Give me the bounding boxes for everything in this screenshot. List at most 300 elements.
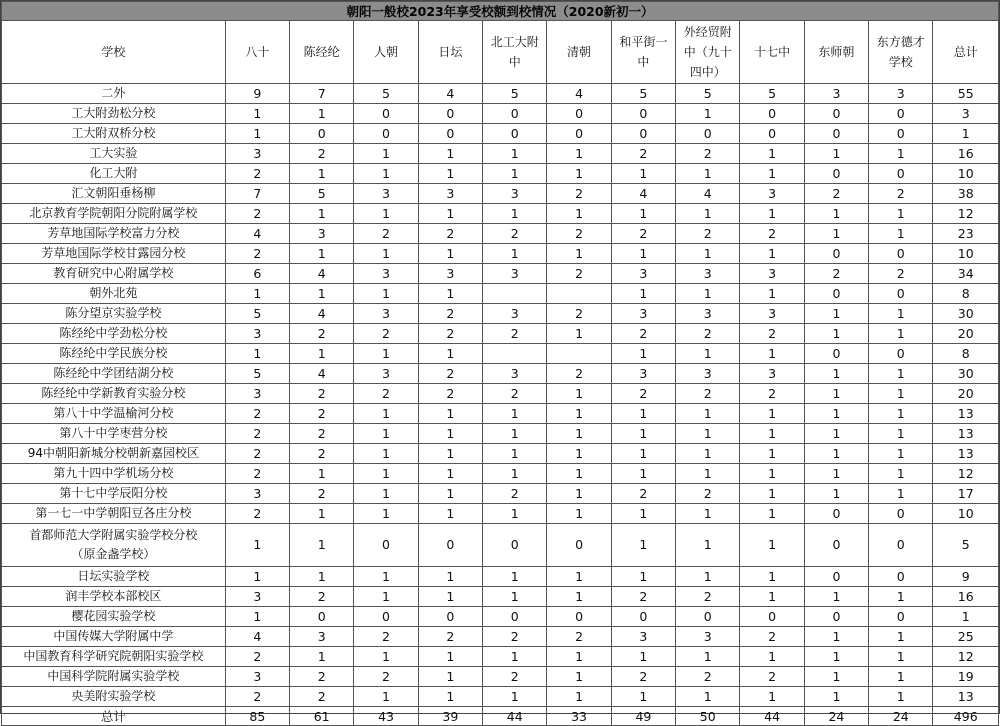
quota-cell: 1	[611, 567, 675, 587]
quota-cell: 5	[483, 84, 547, 104]
quota-cell: 2	[483, 627, 547, 647]
row-total-cell: 12	[933, 204, 999, 224]
quota-cell: 1	[290, 464, 354, 484]
quota-cell: 1	[804, 304, 868, 324]
quota-table	[1, 1, 999, 726]
column-total-cell: 44	[740, 707, 804, 726]
row-total-cell: 10	[933, 504, 999, 524]
quota-cell: 1	[547, 647, 611, 667]
quota-cell: 1	[290, 344, 354, 364]
quota-cell: 1	[804, 404, 868, 424]
quota-cell: 3	[740, 184, 804, 204]
quota-cell: 1	[354, 204, 418, 224]
school-name-cell: 工大实验	[2, 144, 226, 164]
quota-cell: 1	[547, 667, 611, 687]
school-name-cell: 第九十四中学机场分校	[2, 464, 226, 484]
quota-cell: 1	[547, 404, 611, 424]
quota-cell: 2	[225, 647, 289, 667]
quota-cell: 1	[869, 587, 933, 607]
school-name-cell: 汇文朝阳垂杨柳	[2, 184, 226, 204]
quota-cell: 1	[740, 204, 804, 224]
quota-cell: 1	[418, 484, 482, 504]
row-total-cell: 34	[933, 264, 999, 284]
column-header: 总计	[933, 21, 999, 84]
quota-cell: 1	[804, 324, 868, 344]
quota-cell: 1	[354, 424, 418, 444]
quota-cell: 0	[869, 567, 933, 587]
quota-cell: 2	[290, 587, 354, 607]
table-row	[2, 464, 999, 484]
row-total-cell: 10	[933, 244, 999, 264]
quota-cell: 2	[354, 627, 418, 647]
quota-cell: 1	[676, 647, 740, 667]
quota-cell: 1	[547, 384, 611, 404]
school-name-cell: 94中朝阳新城分校朝新嘉园校区	[2, 444, 226, 464]
quota-cell: 1	[418, 204, 482, 224]
quota-cell: 2	[547, 627, 611, 647]
column-header: 人朝	[354, 21, 418, 84]
column-total-cell: 61	[290, 707, 354, 726]
quota-cell: 3	[225, 324, 289, 344]
quota-cell: 2	[290, 484, 354, 504]
quota-cell: 3	[869, 84, 933, 104]
quota-cell: 1	[804, 464, 868, 484]
table-row	[2, 667, 999, 687]
row-total-cell: 17	[933, 484, 999, 504]
quota-cell	[483, 284, 547, 304]
column-header: 外经贸附 中（九十 四中）	[676, 21, 740, 84]
quota-cell: 2	[804, 264, 868, 284]
quota-cell: 1	[225, 524, 289, 567]
quota-cell: 1	[740, 464, 804, 484]
quota-cell: 1	[869, 204, 933, 224]
school-name-cell: 樱花园实验学校	[2, 607, 226, 627]
quota-cell: 1	[869, 404, 933, 424]
quota-cell: 6	[225, 264, 289, 284]
quota-cell: 1	[740, 144, 804, 164]
quota-cell: 2	[483, 324, 547, 344]
quota-cell: 1	[804, 484, 868, 504]
quota-cell: 3	[740, 304, 804, 324]
quota-cell: 1	[611, 404, 675, 424]
quota-cell: 5	[354, 84, 418, 104]
quota-cell: 1	[740, 164, 804, 184]
quota-cell: 0	[418, 524, 482, 567]
quota-cell: 1	[547, 504, 611, 524]
table-row	[2, 687, 999, 707]
row-total-cell: 8	[933, 344, 999, 364]
quota-cell: 1	[483, 444, 547, 464]
quota-cell: 1	[804, 364, 868, 384]
quota-cell: 0	[676, 124, 740, 144]
quota-cell: 0	[483, 524, 547, 567]
column-total-cell: 50	[676, 707, 740, 726]
quota-cell: 1	[676, 344, 740, 364]
quota-cell: 0	[804, 607, 868, 627]
quota-cell: 0	[869, 524, 933, 567]
quota-cell: 3	[804, 84, 868, 104]
quota-cell: 2	[225, 504, 289, 524]
table-row	[2, 364, 999, 384]
quota-cell: 3	[290, 224, 354, 244]
quota-cell: 1	[418, 464, 482, 484]
column-header: 十七中	[740, 21, 804, 84]
quota-cell: 0	[611, 607, 675, 627]
quota-cell: 0	[547, 104, 611, 124]
quota-cell: 1	[676, 164, 740, 184]
quota-cell: 0	[676, 607, 740, 627]
school-name-cell: 第八十中学温榆河分校	[2, 404, 226, 424]
quota-cell: 2	[869, 184, 933, 204]
row-total-cell: 19	[933, 667, 999, 687]
quota-cell: 0	[611, 124, 675, 144]
table-row	[2, 504, 999, 524]
quota-cell: 2	[225, 424, 289, 444]
row-total-cell: 23	[933, 224, 999, 244]
table-row	[2, 444, 999, 464]
quota-cell: 1	[740, 484, 804, 504]
quota-cell: 1	[547, 204, 611, 224]
quota-cell: 1	[547, 244, 611, 264]
quota-cell: 1	[676, 104, 740, 124]
quota-cell: 0	[804, 524, 868, 567]
title-row	[2, 2, 999, 21]
quota-cell: 1	[354, 404, 418, 424]
quota-cell: 5	[676, 84, 740, 104]
quota-cell: 1	[225, 607, 289, 627]
quota-cell: 1	[740, 244, 804, 264]
row-total-cell: 1	[933, 607, 999, 627]
school-name-cell: 陈分望京实验学校	[2, 304, 226, 324]
quota-cell: 0	[354, 124, 418, 144]
quota-cell: 2	[225, 687, 289, 707]
quota-cell: 1	[804, 687, 868, 707]
quota-cell: 1	[290, 104, 354, 124]
row-total-cell: 38	[933, 184, 999, 204]
quota-cell: 0	[804, 124, 868, 144]
quota-cell: 2	[290, 384, 354, 404]
quota-cell: 1	[676, 504, 740, 524]
quota-cell: 2	[418, 364, 482, 384]
school-name-cell: 首都师范大学附属实验学校分校 （原金盏学校）	[2, 524, 226, 567]
quota-cell: 1	[676, 464, 740, 484]
column-header: 日坛	[418, 21, 482, 84]
quota-cell: 2	[483, 484, 547, 504]
table-row	[2, 567, 999, 587]
table-row	[2, 304, 999, 324]
quota-cell: 1	[418, 687, 482, 707]
quota-cell: 1	[869, 647, 933, 667]
quota-cell: 1	[225, 124, 289, 144]
column-total-cell: 85	[225, 707, 289, 726]
quota-cell: 2	[547, 264, 611, 284]
column-header: 和平街一 中	[611, 21, 675, 84]
table-row	[2, 224, 999, 244]
quota-cell: 2	[290, 404, 354, 424]
quota-cell: 0	[354, 104, 418, 124]
quota-cell: 0	[290, 124, 354, 144]
quota-cell: 1	[225, 344, 289, 364]
quota-cell: 1	[740, 567, 804, 587]
quota-cell: 1	[611, 464, 675, 484]
quota-cell: 0	[418, 124, 482, 144]
quota-cell: 2	[611, 224, 675, 244]
school-name-cell: 工大附双桥分校	[2, 124, 226, 144]
total-row	[2, 707, 999, 726]
quota-cell: 1	[740, 444, 804, 464]
quota-cell: 0	[869, 344, 933, 364]
quota-cell: 2	[740, 384, 804, 404]
quota-cell: 2	[418, 324, 482, 344]
quota-cell: 2	[225, 404, 289, 424]
school-name-cell: 化工大附	[2, 164, 226, 184]
quota-cell: 1	[483, 647, 547, 667]
quota-cell: 1	[611, 687, 675, 707]
column-header: 陈经纶	[290, 21, 354, 84]
quota-cell: 1	[547, 484, 611, 504]
school-name-cell: 中国科学院附属实验学校	[2, 667, 226, 687]
table-row	[2, 607, 999, 627]
quota-cell: 4	[290, 364, 354, 384]
row-total-cell: 55	[933, 84, 999, 104]
table-row	[2, 164, 999, 184]
quota-cell: 1	[676, 244, 740, 264]
quota-cell: 5	[290, 184, 354, 204]
quota-cell: 1	[676, 444, 740, 464]
quota-cell: 1	[869, 484, 933, 504]
row-total-cell: 20	[933, 324, 999, 344]
quota-cell: 0	[547, 607, 611, 627]
quota-cell: 1	[354, 587, 418, 607]
quota-cell: 0	[804, 504, 868, 524]
quota-cell: 2	[547, 224, 611, 244]
quota-cell: 3	[225, 667, 289, 687]
quota-cell: 0	[869, 164, 933, 184]
quota-cell: 3	[483, 184, 547, 204]
quota-cell: 2	[676, 587, 740, 607]
quota-cell: 1	[740, 687, 804, 707]
quota-cell: 2	[418, 224, 482, 244]
quota-cell: 1	[483, 567, 547, 587]
quota-cell: 0	[869, 504, 933, 524]
table-row	[2, 284, 999, 304]
quota-cell: 0	[547, 124, 611, 144]
row-total-cell: 13	[933, 424, 999, 444]
table-row	[2, 204, 999, 224]
school-name-cell: 芳草地国际学校甘露园分校	[2, 244, 226, 264]
quota-cell: 1	[869, 687, 933, 707]
quota-cell: 1	[418, 587, 482, 607]
quota-cell: 1	[290, 204, 354, 224]
quota-cell: 1	[547, 464, 611, 484]
quota-cell: 1	[290, 567, 354, 587]
quota-cell: 1	[804, 587, 868, 607]
quota-cell: 0	[804, 104, 868, 124]
quota-cell: 1	[483, 464, 547, 484]
quota-cell: 3	[354, 364, 418, 384]
quota-cell: 1	[418, 647, 482, 667]
school-name-cell: 中国教育科学研究院朝阳实验学校	[2, 647, 226, 667]
quota-cell: 2	[611, 384, 675, 404]
quota-cell: 2	[225, 164, 289, 184]
quota-cell: 1	[611, 164, 675, 184]
column-header: 学校	[2, 21, 226, 84]
quota-cell: 0	[869, 244, 933, 264]
quota-cell: 1	[804, 647, 868, 667]
quota-cell: 3	[418, 184, 482, 204]
quota-cell: 1	[804, 667, 868, 687]
quota-cell: 1	[483, 144, 547, 164]
quota-cell: 1	[740, 587, 804, 607]
quota-cell: 4	[547, 84, 611, 104]
quota-cell: 1	[676, 404, 740, 424]
quota-cell: 1	[869, 224, 933, 244]
school-name-cell: 北京教育学院朝阳分院附属学校	[2, 204, 226, 224]
quota-cell: 1	[740, 424, 804, 444]
column-total-cell: 24	[869, 707, 933, 726]
quota-cell: 1	[611, 204, 675, 224]
row-total-cell: 20	[933, 384, 999, 404]
quota-cell: 0	[804, 164, 868, 184]
row-total-cell: 3	[933, 104, 999, 124]
quota-cell: 5	[225, 364, 289, 384]
quota-cell: 0	[804, 567, 868, 587]
quota-cell: 1	[483, 687, 547, 707]
table-row	[2, 324, 999, 344]
quota-cell: 1	[418, 567, 482, 587]
quota-cell: 1	[740, 504, 804, 524]
quota-cell: 1	[740, 344, 804, 364]
quota-cell: 1	[676, 424, 740, 444]
quota-cell: 0	[354, 524, 418, 567]
quota-cell: 2	[547, 184, 611, 204]
quota-cell: 1	[804, 144, 868, 164]
quota-cell: 3	[483, 264, 547, 284]
table-row	[2, 384, 999, 404]
school-name-cell: 芳草地国际学校富力分校	[2, 224, 226, 244]
quota-cell: 2	[418, 627, 482, 647]
quota-cell: 2	[547, 364, 611, 384]
table-row	[2, 404, 999, 424]
quota-cell: 1	[354, 504, 418, 524]
school-name-cell: 陈经纶中学新教育实验分校	[2, 384, 226, 404]
quota-cell: 1	[804, 627, 868, 647]
quota-cell: 1	[740, 404, 804, 424]
row-total-cell: 30	[933, 364, 999, 384]
quota-cell: 1	[804, 204, 868, 224]
quota-cell: 4	[225, 224, 289, 244]
school-name-cell: 中国传媒大学附属中学	[2, 627, 226, 647]
quota-cell: 3	[290, 627, 354, 647]
quota-cell: 1	[869, 424, 933, 444]
table-row	[2, 587, 999, 607]
quota-cell: 0	[483, 607, 547, 627]
quota-cell: 2	[611, 144, 675, 164]
quota-cell: 1	[418, 244, 482, 264]
quota-cell: 1	[418, 504, 482, 524]
quota-cell: 7	[225, 184, 289, 204]
quota-cell: 4	[225, 627, 289, 647]
quota-cell: 0	[418, 607, 482, 627]
quota-cell: 3	[740, 364, 804, 384]
quota-cell: 3	[740, 264, 804, 284]
quota-cell: 1	[547, 424, 611, 444]
quota-cell: 3	[354, 304, 418, 324]
table-row	[2, 144, 999, 164]
column-header: 东师朝	[804, 21, 868, 84]
quota-cell: 1	[676, 687, 740, 707]
total-label: 总计	[2, 707, 226, 726]
row-total-cell: 12	[933, 464, 999, 484]
quota-cell: 1	[418, 284, 482, 304]
column-header: 八十	[225, 21, 289, 84]
quota-cell: 1	[611, 444, 675, 464]
quota-cell: 2	[483, 384, 547, 404]
quota-cell: 1	[804, 384, 868, 404]
quota-cell: 0	[740, 104, 804, 124]
row-total-cell: 13	[933, 687, 999, 707]
table-body	[2, 84, 999, 726]
quota-cell: 1	[418, 144, 482, 164]
quota-cell: 0	[740, 607, 804, 627]
quota-cell: 1	[483, 587, 547, 607]
quota-cell: 3	[225, 384, 289, 404]
column-total-cell: 39	[418, 707, 482, 726]
quota-cell: 2	[804, 184, 868, 204]
row-total-cell: 16	[933, 144, 999, 164]
quota-cell: 1	[547, 687, 611, 707]
column-header: 清朝	[547, 21, 611, 84]
quota-cell: 0	[547, 524, 611, 567]
quota-cell: 1	[676, 567, 740, 587]
quota-cell: 2	[483, 667, 547, 687]
quota-cell: 1	[611, 647, 675, 667]
quota-cell: 3	[611, 627, 675, 647]
school-name-cell: 日坛实验学校	[2, 567, 226, 587]
school-name-cell: 第八十中学枣营分校	[2, 424, 226, 444]
column-total-cell: 24	[804, 707, 868, 726]
row-total-cell: 1	[933, 124, 999, 144]
quota-cell: 5	[611, 84, 675, 104]
quota-cell: 1	[547, 444, 611, 464]
row-total-cell: 25	[933, 627, 999, 647]
quota-cell: 0	[869, 607, 933, 627]
quota-cell: 3	[225, 144, 289, 164]
quota-cell: 4	[290, 264, 354, 284]
quota-cell: 1	[547, 587, 611, 607]
quota-cell: 1	[547, 324, 611, 344]
quota-cell: 2	[611, 667, 675, 687]
quota-cell: 2	[676, 224, 740, 244]
quota-cell: 2	[290, 687, 354, 707]
quota-cell: 0	[869, 104, 933, 124]
school-name-cell: 陈经纶中学团结湖分校	[2, 364, 226, 384]
school-name-cell: 教育研究中心附属学校	[2, 264, 226, 284]
quota-cell: 1	[547, 164, 611, 184]
quota-cell: 3	[483, 304, 547, 324]
table-row	[2, 344, 999, 364]
quota-cell: 3	[483, 364, 547, 384]
quota-cell: 1	[225, 104, 289, 124]
quota-cell: 2	[290, 424, 354, 444]
quota-cell: 2	[290, 324, 354, 344]
quota-cell	[547, 344, 611, 364]
quota-cell: 0	[418, 104, 482, 124]
quota-cell: 2	[676, 144, 740, 164]
quota-cell: 3	[676, 627, 740, 647]
quota-cell: 3	[611, 264, 675, 284]
quota-cell: 2	[225, 204, 289, 224]
